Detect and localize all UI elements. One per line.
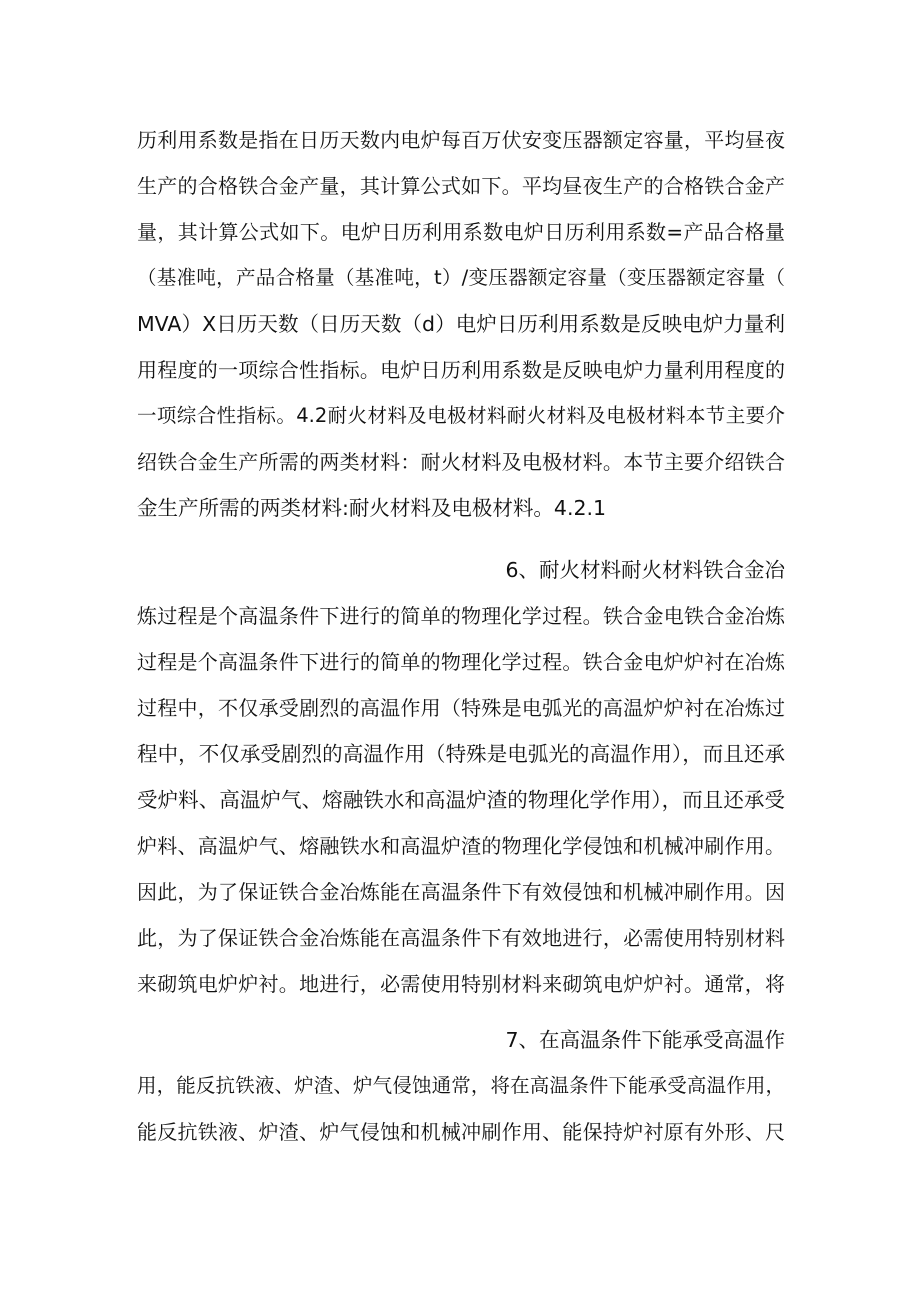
paragraph-refractory-materials <box>137 547 785 1007</box>
text-line: 一项综合性指标。4.2耐火材料及电极材料耐火材料及电极材料本节主要介 <box>137 404 785 427</box>
paragraph-high-temperature <box>137 1017 785 1155</box>
text-line: 用，能反抗铁液、炉渣、炉气侵蚀通常，将在高温条件下能承受高温作用， <box>137 1074 785 1097</box>
text-line: 炉料、高温炉气、熔融铁水和高温炉渣的物理化学侵蚀和机械冲刷作用。 <box>137 834 785 858</box>
paragraph-utilization-coefficient <box>137 117 785 531</box>
text-line: 过程中，不仅承受剧烈的高温作用（特殊是电弧光的高温炉炉衬在冶炼过 <box>137 696 785 720</box>
text-line: MVA）X日历天数（日历天数（d）电炉日历利用系数是反映电炉力量利 <box>137 312 785 336</box>
text-line: 生产的合格铁合金产量，其计算公式如下。平均昼夜生产的合格铁合金产 <box>137 174 785 198</box>
text-line: 来砌筑电炉炉衬。地进行，必需使用特别材料来砌筑电炉炉衬。通常，将 <box>137 972 785 996</box>
section-heading-line: 6、耐火材料耐火材料铁合金冶 <box>505 558 785 582</box>
text-line: 因此，为了保证铁合金冶炼能在高温条件下有效侵蚀和机械冲刷作用。因 <box>137 880 785 904</box>
text-line: 此，为了保证铁合金冶炼能在高温条件下有效地进行，必需使用特别材料 <box>137 926 785 950</box>
text-line: 金生产所需的两类材料:耐火材料及电极材料。4.2.1 <box>137 496 607 520</box>
text-line: 过程是个高温条件下进行的简单的物理化学过程。铁合金电炉炉衬在冶炼 <box>137 650 785 674</box>
text-line: 历利用系数是指在日历天数内电炉每百万伏安变压器额定容量，平均昼夜 <box>137 128 785 152</box>
text-line: 受炉料、高温炉气、熔融铁水和高温炉渣的物理化学作用），而且还承受 <box>137 788 785 812</box>
text-line: 程中，不仅承受剧烈的高温作用（特殊是电弧光的高温作用），而且还承 <box>137 742 785 766</box>
text-line: 量，其计算公式如下。电炉日历利用系数电炉日历利用系数=产品合格量 <box>137 220 785 244</box>
text-line: 能反抗铁液、炉渣、炉气侵蚀和机械冲刷作用、能保持炉衬原有外形、尺 <box>137 1120 785 1144</box>
text-line: 炼过程是个高温条件下进行的简单的物理化学过程。铁合金电铁合金冶炼 <box>137 604 785 628</box>
section-heading-line: 7、在高温条件下能承受高温作 <box>505 1028 785 1052</box>
text-line: （基准吨，产品合格量（基准吨，t）/变压器额定容量（变压器额定容量（ <box>137 266 785 289</box>
text-line: 用程度的一项综合性指标。电炉日历利用系数是反映电炉力量利用程度的 <box>137 358 785 382</box>
text-line: 绍铁合金生产所需的两类材料：耐火材料及电极材料。本节主要介绍铁合 <box>137 450 785 474</box>
